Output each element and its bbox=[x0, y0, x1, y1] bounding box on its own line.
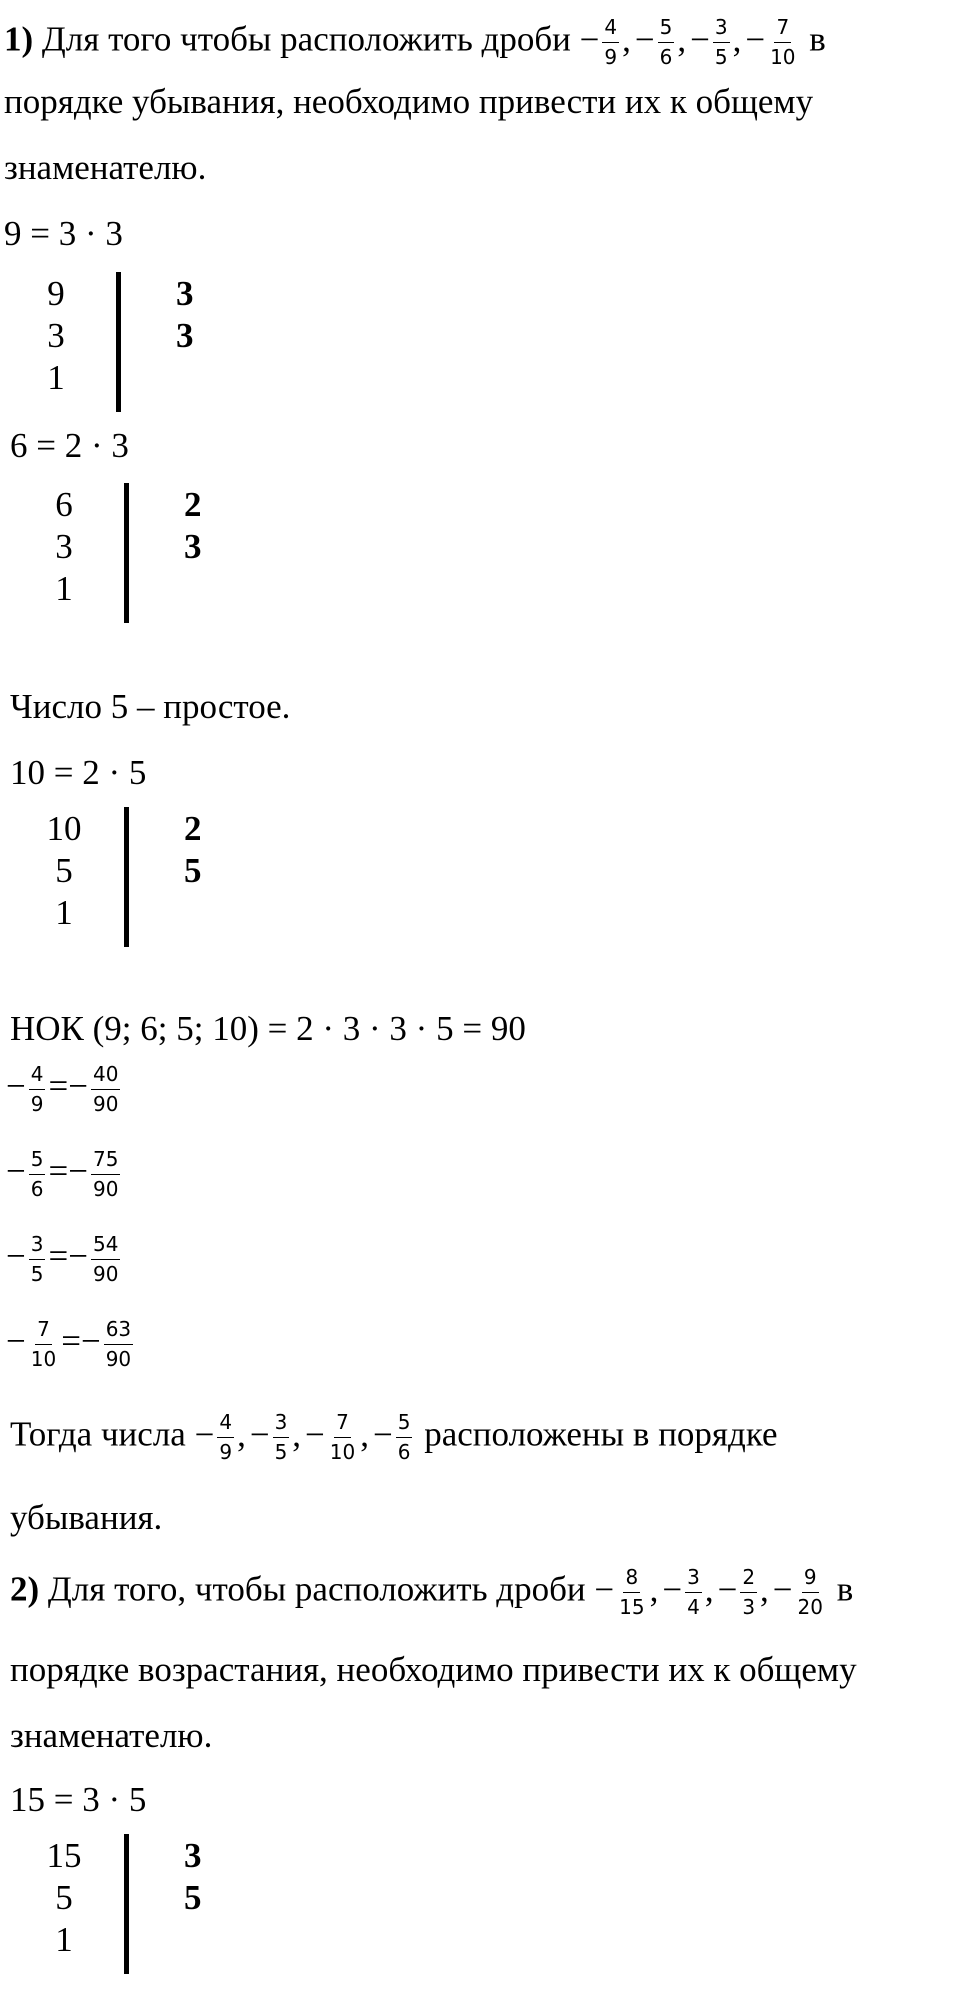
comma: , bbox=[760, 1569, 769, 1609]
minus-sign: − bbox=[68, 1151, 88, 1191]
minus-sign: − bbox=[249, 1414, 270, 1454]
fraction-numerator: 7 bbox=[35, 1318, 52, 1345]
dividend-value: 5 bbox=[55, 1878, 73, 1917]
fraction bbox=[91, 1063, 120, 1116]
fraction bbox=[768, 16, 797, 69]
fraction-denominator: 9 bbox=[219, 1440, 233, 1464]
fraction-denominator: 5 bbox=[30, 1262, 44, 1286]
fraction bbox=[29, 1148, 46, 1201]
fraction-denominator: 20 bbox=[797, 1595, 823, 1619]
minus-sign: − bbox=[6, 1236, 26, 1276]
fraction-denominator: 90 bbox=[92, 1092, 119, 1116]
comma: , bbox=[704, 1569, 714, 1609]
dividend-value: 1 bbox=[55, 569, 73, 608]
part2-fraction-list bbox=[594, 1565, 828, 1619]
fraction bbox=[602, 16, 619, 69]
equals-sign: = bbox=[61, 1321, 81, 1361]
fraction-denominator: 5 bbox=[714, 45, 728, 69]
fraction-numerator: 3 bbox=[713, 16, 730, 43]
minus-sign: − bbox=[194, 1414, 215, 1454]
prime-factor: 3 bbox=[176, 274, 194, 313]
then-fraction-list bbox=[194, 1410, 416, 1464]
part1-line2: порядке убывания, необходимо привести их к общему bbox=[4, 82, 814, 121]
fraction-denominator: 6 bbox=[659, 45, 673, 69]
fraction bbox=[685, 1566, 702, 1619]
prime-factor: 3 bbox=[176, 316, 194, 355]
fraction bbox=[713, 16, 730, 69]
part2-line3: знаменателю. bbox=[10, 1716, 213, 1755]
fraction bbox=[740, 1566, 757, 1619]
minus-sign: − bbox=[594, 1569, 615, 1609]
fraction-numerator: 54 bbox=[91, 1233, 120, 1260]
eq-6: 6 = 2 · 3 bbox=[10, 426, 129, 465]
minus-sign: − bbox=[772, 1569, 793, 1609]
dividend-value: 3 bbox=[55, 527, 73, 566]
fraction-denominator: 6 bbox=[30, 1177, 44, 1201]
fraction-numerator: 4 bbox=[217, 1411, 234, 1438]
minus-sign: − bbox=[579, 19, 600, 59]
part1-fraction-list bbox=[579, 15, 801, 69]
minus-sign: − bbox=[80, 1321, 101, 1361]
minus-sign: − bbox=[634, 19, 655, 59]
minus-sign: − bbox=[68, 1066, 88, 1106]
minus-sign: − bbox=[6, 1321, 26, 1361]
fraction-denominator: 10 bbox=[770, 45, 796, 69]
fraction-denominator: 15 bbox=[619, 1595, 645, 1619]
dividend-value: 10 bbox=[46, 809, 82, 848]
fraction-numerator: 7 bbox=[334, 1411, 351, 1438]
division-bar bbox=[116, 272, 121, 412]
fraction-numerator: 75 bbox=[91, 1148, 120, 1175]
dividend-value: 1 bbox=[47, 358, 65, 397]
fraction bbox=[217, 1411, 234, 1464]
prime-factor: 3 bbox=[184, 527, 202, 566]
fraction-numerator: 5 bbox=[396, 1411, 413, 1438]
comma: , bbox=[360, 1414, 369, 1454]
division-bar bbox=[124, 807, 129, 947]
fraction-numerator: 7 bbox=[774, 16, 791, 43]
fraction bbox=[617, 1566, 646, 1619]
prime-factor: 3 bbox=[184, 1836, 202, 1875]
then-line bbox=[10, 1411, 778, 1464]
fraction-denominator: 4 bbox=[687, 1595, 700, 1619]
part1-intro-line bbox=[4, 16, 826, 69]
minus-sign: − bbox=[717, 1569, 738, 1609]
fraction bbox=[796, 1566, 825, 1619]
eq-15: 15 = 3 · 5 bbox=[10, 1780, 147, 1819]
comma: , bbox=[677, 19, 687, 59]
then-line2: убывания. bbox=[10, 1498, 163, 1537]
minus-sign: − bbox=[305, 1414, 325, 1454]
comma: , bbox=[292, 1414, 302, 1454]
fraction bbox=[29, 1233, 46, 1286]
eq-9: 9 = 3 · 3 bbox=[4, 214, 123, 253]
prime-factor: 2 bbox=[184, 485, 202, 524]
part2-marker: 2) bbox=[10, 1569, 40, 1609]
fraction-numerator: 40 bbox=[91, 1063, 120, 1090]
comma: , bbox=[237, 1414, 246, 1454]
dividend-value: 3 bbox=[47, 316, 65, 355]
part2-intro-after: в bbox=[836, 1569, 854, 1609]
dividend-value: 1 bbox=[55, 1920, 73, 1959]
equals-sign: = bbox=[48, 1151, 69, 1191]
fraction bbox=[396, 1411, 413, 1464]
comma: , bbox=[732, 19, 742, 59]
minus-sign: − bbox=[373, 1414, 393, 1454]
equals-sign: = bbox=[48, 1236, 69, 1276]
conversion-row bbox=[6, 1233, 123, 1286]
fraction bbox=[328, 1411, 357, 1464]
minus-sign: − bbox=[68, 1236, 88, 1276]
comma: , bbox=[622, 19, 631, 59]
fraction-denominator: 90 bbox=[105, 1347, 132, 1371]
conversion-row bbox=[6, 1148, 123, 1201]
part1-line3: знаменателю. bbox=[4, 148, 207, 187]
dividend-value: 9 bbox=[47, 274, 65, 313]
division-bar bbox=[124, 1834, 129, 1974]
fraction bbox=[91, 1148, 120, 1201]
comma: , bbox=[649, 1569, 659, 1609]
eq-10: 10 = 2 · 5 bbox=[10, 753, 147, 792]
part2-line2: порядке возрастания, необходимо привести их к общему bbox=[10, 1650, 857, 1689]
minus-sign: − bbox=[690, 19, 710, 59]
fraction-denominator: 9 bbox=[604, 45, 618, 69]
fraction-denominator: 9 bbox=[30, 1092, 44, 1116]
fraction-numerator: 2 bbox=[740, 1566, 757, 1593]
equals-sign: = bbox=[48, 1066, 69, 1106]
minus-sign: − bbox=[6, 1151, 26, 1191]
prime-factor: 2 bbox=[184, 809, 202, 848]
fraction-denominator: 5 bbox=[274, 1440, 288, 1464]
fraction bbox=[273, 1411, 290, 1464]
fraction-numerator: 3 bbox=[29, 1233, 46, 1260]
fraction bbox=[104, 1318, 133, 1371]
fraction-denominator: 90 bbox=[92, 1177, 119, 1201]
fraction-numerator: 3 bbox=[685, 1566, 702, 1593]
conversion-row bbox=[6, 1318, 136, 1371]
fraction-denominator: 90 bbox=[92, 1262, 119, 1286]
fraction-numerator: 4 bbox=[602, 16, 619, 43]
fraction bbox=[658, 16, 675, 69]
fraction-denominator: 10 bbox=[329, 1440, 356, 1464]
dividend-value: 15 bbox=[46, 1836, 82, 1875]
lcm-line: НОК (9; 6; 5; 10) = 2 · 3 · 3 · 5 = 90 bbox=[10, 1009, 526, 1048]
then-text: Тогда числа bbox=[10, 1414, 186, 1454]
conversion-row bbox=[6, 1063, 123, 1116]
fraction-denominator: 3 bbox=[742, 1595, 756, 1619]
fraction-numerator: 8 bbox=[623, 1566, 640, 1593]
fraction-numerator: 4 bbox=[29, 1063, 46, 1090]
prime-factor: 5 bbox=[184, 1878, 202, 1917]
fraction bbox=[29, 1063, 46, 1116]
part1-intro-after: в bbox=[809, 19, 826, 59]
fraction-numerator: 3 bbox=[273, 1411, 290, 1438]
then-after-text: расположены в порядке bbox=[424, 1414, 778, 1454]
fraction bbox=[91, 1233, 120, 1286]
fraction-numerator: 63 bbox=[104, 1318, 133, 1345]
fraction bbox=[29, 1318, 58, 1371]
part2-intro-text: Для того, чтобы расположить дроби bbox=[47, 1569, 586, 1609]
fraction-denominator: 6 bbox=[397, 1440, 411, 1464]
part1-intro-text: Для того чтобы расположить дроби bbox=[41, 19, 571, 59]
dividend-value: 1 bbox=[55, 893, 73, 932]
fraction-numerator: 5 bbox=[658, 16, 675, 43]
minus-sign: − bbox=[745, 19, 766, 59]
part2-intro-line bbox=[10, 1566, 853, 1619]
minus-sign: − bbox=[6, 1066, 26, 1106]
dividend-value: 5 bbox=[55, 851, 73, 890]
part1-marker: 1) bbox=[4, 19, 34, 59]
fraction-numerator: 9 bbox=[802, 1566, 819, 1593]
prime-5-note: Число 5 – простое. bbox=[10, 687, 291, 726]
division-bar bbox=[124, 483, 129, 623]
dividend-value: 6 bbox=[55, 485, 73, 524]
minus-sign: − bbox=[662, 1569, 683, 1609]
fraction-denominator: 10 bbox=[30, 1347, 57, 1371]
prime-factor: 5 bbox=[184, 851, 202, 890]
fraction-numerator: 5 bbox=[29, 1148, 46, 1175]
